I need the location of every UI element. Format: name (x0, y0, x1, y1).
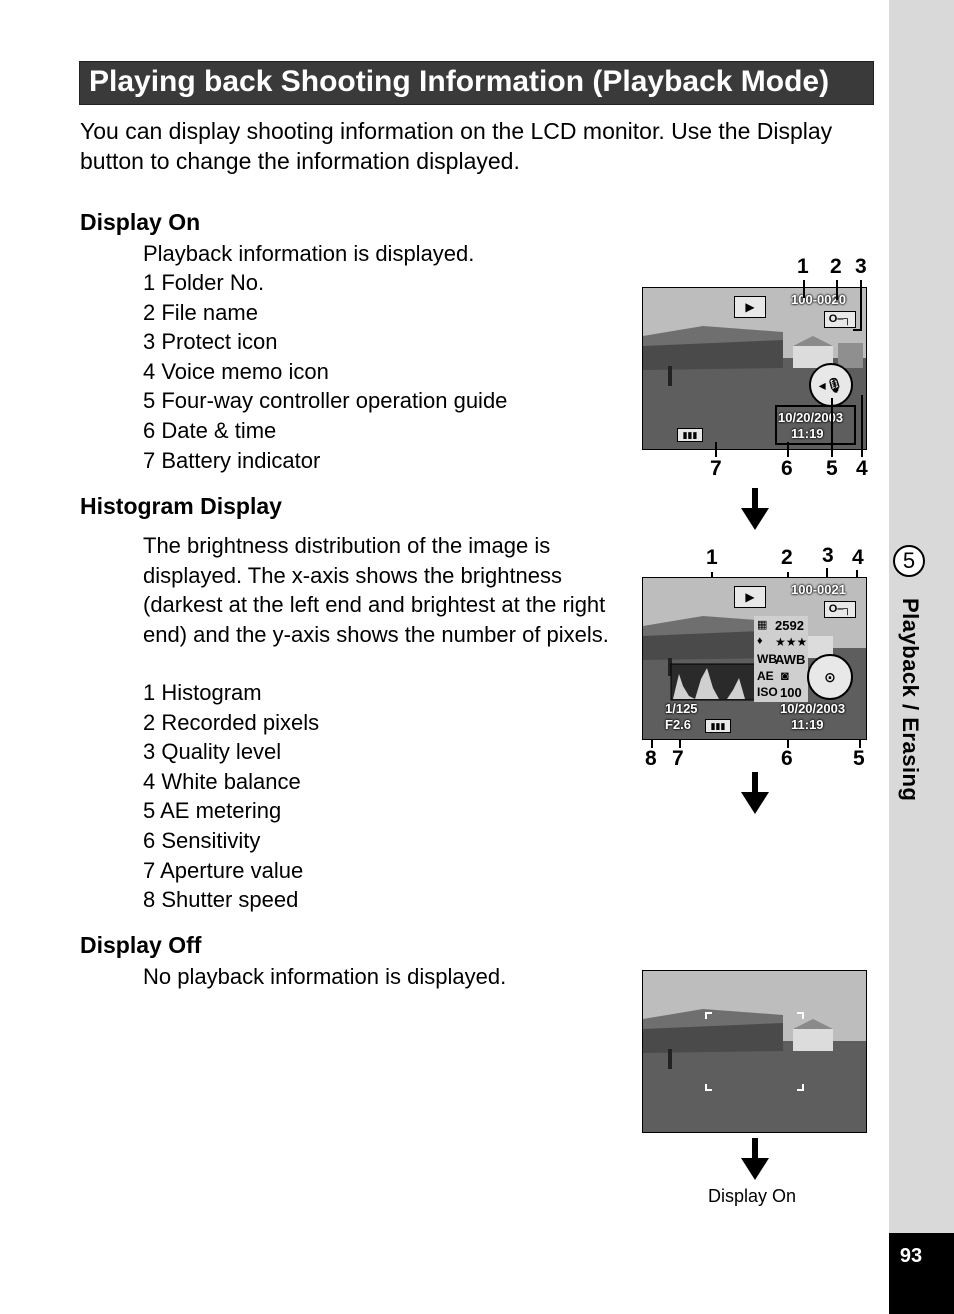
voice-memo-icon: ◂🎙 (809, 363, 853, 407)
callout-label: 7 (672, 747, 684, 770)
intro-paragraph: You can display shooting information on the LCD monitor. Use the Display button to change the information displayed. (80, 118, 833, 174)
callout-label: 2 (830, 255, 842, 278)
white-balance: AWB (775, 652, 806, 667)
protect-key-icon: O‒┐ (824, 311, 856, 328)
chapter-number: 5 (893, 545, 925, 577)
metering-icon: ◙ (781, 668, 789, 683)
list-item: 4 White balance (143, 768, 301, 794)
aperture-value: F2.6 (665, 717, 692, 732)
four-way-controller-icon: ⊙ (807, 654, 853, 700)
list-item: 3 Quality level (143, 739, 282, 765)
shutter-speed: 1/125 (665, 701, 698, 716)
down-arrow-icon (741, 488, 769, 530)
battery-icon: ▮▮▮ (705, 719, 731, 733)
callout-label: 6 (781, 457, 793, 480)
display-off-heading: Display Off (80, 932, 202, 958)
down-arrow-icon (741, 1138, 769, 1180)
time: 11:19 (791, 426, 824, 441)
lcd-screen-histogram (642, 577, 867, 740)
lcd-screen-display-off (642, 970, 867, 1133)
photo-scene (643, 971, 867, 1133)
histogram-heading: Histogram Display (80, 493, 282, 519)
file-name: 100-0021 (791, 582, 846, 597)
chapter-title: Playback / Erasing (898, 598, 923, 802)
quality-icon: ♦ (757, 635, 763, 647)
list-item: 6 Sensitivity (143, 827, 261, 853)
list-item: 2 File name (143, 299, 258, 325)
quality-level: ★★★ (775, 635, 808, 649)
pixels-icon: ▦ (757, 619, 768, 631)
play-icon: ▶ (734, 296, 766, 318)
list-item: 4 Voice memo icon (143, 358, 329, 384)
wb-label: WB (757, 652, 777, 666)
callout-label: 3 (822, 544, 834, 567)
histogram-list (143, 678, 319, 915)
list-item: 1 Folder No. (143, 270, 265, 295)
recorded-pixels: 2592 (775, 618, 804, 633)
list-item: 7 Battery indicator (143, 447, 321, 473)
page-number-box (889, 1233, 954, 1314)
date: 10/20/2003 (780, 701, 846, 716)
down-arrow-icon (741, 772, 769, 814)
callout-label: 4 (852, 546, 864, 569)
callout-label: 6 (781, 747, 793, 770)
battery-icon: ▮▮▮ (677, 428, 703, 442)
callout-label: 3 (855, 255, 867, 278)
histogram-description: The brightness distribution of the image is displayed. The x-axis shows the brightness (darkest at the left end and brightest at the right end) and the y-axis shows the number of pixels. (143, 533, 609, 647)
ae-label: AE (757, 669, 774, 683)
callout-label: 1 (797, 255, 809, 278)
callout-label: 5 (826, 457, 838, 480)
list-item: 5 AE metering (143, 798, 282, 824)
list-item: 3 Protect icon (143, 329, 278, 355)
list-item: 5 Four-way controller operation guide (143, 388, 508, 414)
callout-label: 8 (645, 747, 657, 770)
page-number: 93 (899, 1245, 923, 1267)
time: 11:19 (791, 717, 824, 732)
callout-label: 7 (710, 457, 722, 480)
list-item: 8 Shutter speed (143, 887, 299, 913)
page-title-bar (79, 61, 874, 105)
page-title: Playing back Shooting Information (Playback Mode) (89, 65, 830, 98)
iso-label: ISO (757, 685, 778, 699)
file-name: 100-0020 (791, 292, 846, 307)
callout-label: 5 (853, 747, 865, 770)
list-item: 7 Aperture value (143, 857, 304, 883)
list-item: 2 Recorded pixels (143, 709, 320, 735)
callout-label: 1 (706, 546, 718, 569)
callout-label: 4 (856, 457, 868, 480)
list-item: 6 Date & time (143, 417, 277, 443)
display-on-description: Playback information is displayed. (143, 241, 475, 266)
callout-label: 2 (781, 546, 793, 569)
display-on-list (143, 268, 507, 475)
protect-key-icon: O‒┐ (824, 601, 856, 618)
play-icon: ▶ (734, 586, 766, 608)
display-on-heading: Display On (80, 209, 201, 235)
date: 10/20/2003 (778, 410, 844, 425)
display-off-description: No playback information is displayed. (143, 964, 507, 989)
sensitivity: 100 (780, 685, 802, 700)
display-on-caption: Display On (708, 1186, 797, 1206)
lcd-screen-display-on (642, 287, 867, 450)
list-item: 1 Histogram (143, 680, 262, 705)
